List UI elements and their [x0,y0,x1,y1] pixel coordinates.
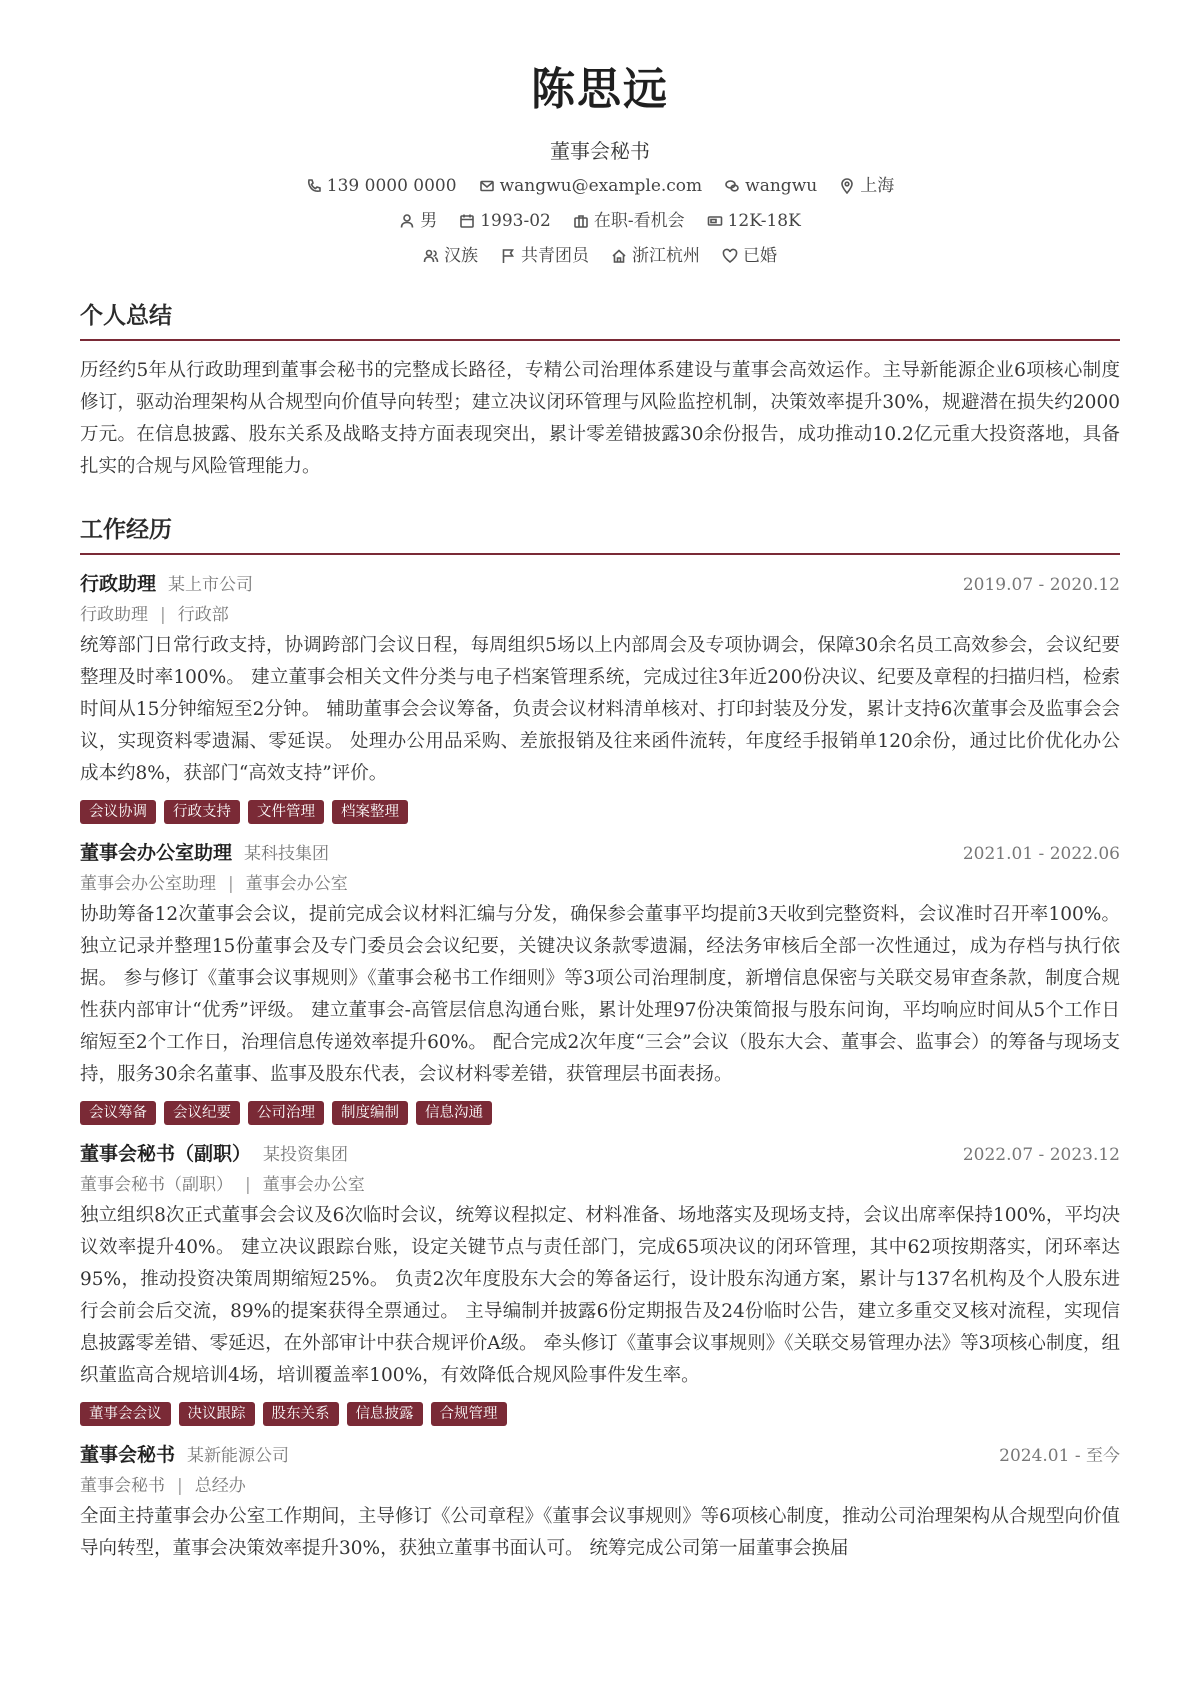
home-icon [611,248,627,264]
job-company: 某科技集团 [244,844,330,864]
money-icon [707,213,723,229]
skill-tag: 会议纪要 [164,1101,240,1125]
skill-tag: 信息沟通 [416,1101,492,1125]
gender-info: 男 [399,208,437,234]
summary-section-header [80,301,1120,341]
skill-tags [80,800,1120,824]
job-company: 某投资集团 [263,1145,349,1165]
skill-tag: 公司治理 [248,1101,324,1125]
skill-tag: 行政支持 [164,800,240,824]
job-date: 2022.07 - 2023.12 [962,1145,1120,1165]
skill-tags [80,1101,1120,1125]
calendar-icon [459,213,475,229]
job-department: 行政部 [177,605,229,625]
job-subtitle [80,600,1120,630]
heart-icon [722,248,738,264]
wechat-info: wangwu [724,173,817,199]
job-date: 2024.01 - 至今 [999,1446,1120,1466]
skill-tag: 股东关系 [263,1402,339,1426]
job-description: 独立组织8次正式董事会会议及6次临时会议，统筹议程拟定、材料准备、场地落实及现场支持，会议出席率保持100%，平均决议效率提升40%。 建立决议跟踪台账，设定关键节点与责任部门，完成65项决议的闭环管理，其中62项按期落实，闭环率达95%，推动投资决策周期缩短25%。 负责2次年度股东大会的筹备运行，设计股东沟通方案，累计与137名机构及个人股东进行会前会后交流，89%的提案获得全票通过。 主导编制并披露6份定期报告及24份临时公告，建立多重交叉核对流程，实现信息披露零差错、零延迟，在外部审计中获合规评价A级。 牵头修订《董事会议事规则》《关联交易管理办法》等3项核心制度，组织董监高合规培训4场，培训覆盖率100%，有效降低合规风险事件发生率。 [80,1205,1120,1386]
ethnicity-info: 汉族 [423,243,478,269]
background-row [0,243,1200,269]
job-date: 2021.01 - 2022.06 [962,844,1120,864]
salary-info: 12K-18K [707,208,801,234]
section-title-summary: 个人总结 [80,302,172,329]
people-icon [423,248,439,264]
job-subtitle [80,1170,1120,1200]
job-department: 董事会办公室 [262,1175,365,1195]
personal-row [0,208,1200,234]
marital-info: 已婚 [722,243,777,269]
phone-info: 139 0000 0000 [306,173,457,199]
job-description: 协助筹备12次董事会会议，提前完成会议材料汇编与分发，确保参会董事平均提前3天收到完整资料，会议准时召开率100%。 独立记录并整理15份董事会及专门委员会会议纪要，关键决议条款零遗漏，经法务审核后全部一次性通过，成为存档与执行依据。 参与修订《董事会议事规则》《董事会秘书工作细则》等3项公司治理制度，新增信息保密与关联交易审查条款，制度合规性获内部审计“优秀”评级。 建立董事会-高管层信息沟通台账，累计处理97份决策简报与股东问询，平均响应时间从5个工作日缩短至2个工作日，治理信息传递效率提升60%。 配合完成2次年度“三会”会议（股东大会、董事会、监事会）的筹备与现场支持，服务30余名董事、监事及股东代表，会议材料零差错，获管理层书面表扬。 [80,904,1120,1085]
job-entry [80,569,1120,824]
status-info: 在职-看机会 [573,208,685,234]
skill-tag: 董事会会议 [80,1402,171,1426]
resume-body [0,301,1200,1565]
job-role: 董事会秘书（副职） [80,1143,252,1165]
experience-section-header [80,515,1120,555]
job-entry [80,838,1120,1125]
job-position: 董事会秘书 [80,1476,165,1496]
divider: | [245,1175,251,1195]
job-entry [80,1139,1120,1426]
birth-info: 1993-02 [459,208,551,234]
divider: | [160,605,166,625]
job-subtitle [80,1471,1120,1501]
contact-row [0,173,1200,199]
divider: | [177,1476,183,1496]
job-company: 某上市公司 [168,575,254,595]
resume-header [0,0,1200,269]
job-role: 董事会秘书 [80,1444,176,1466]
skill-tag: 决议跟踪 [179,1402,255,1426]
divider: | [228,874,234,894]
mail-icon [479,178,495,194]
job-role: 行政助理 [80,573,157,595]
location-icon [839,178,855,194]
summary-text: 历经约5年从行政助理到董事会秘书的完整成长路径，专精公司治理体系建设与董事会高效运作。主导新能源企业6项核心制度修订，驱动治理架构从合规型向价值导向转型；建立决议闭环管理与风险监控机制，决策效率提升30%，规避潜在损失约2000万元。在信息披露、股东关系及战略支持方面表现突出，累计零差错披露30余份报告，成功推动10.2亿元重大投资落地，具备扎实的合规与风险管理能力。 [80,360,1120,477]
user-icon [399,213,415,229]
job-company: 某新能源公司 [187,1446,290,1466]
skill-tag: 会议筹备 [80,1101,156,1125]
section-title-experience: 工作经历 [80,516,172,543]
job-subtitle [80,869,1120,899]
skill-tag: 信息披露 [347,1402,423,1426]
candidate-name: 陈思远 [531,64,669,115]
flag-icon [500,248,516,264]
job-role: 董事会办公室助理 [80,842,233,864]
job-department: 董事会办公室 [245,874,348,894]
email-info: wangwu@example.com [479,173,703,199]
briefcase-icon [573,213,589,229]
skill-tag: 制度编制 [332,1101,408,1125]
hometown-info: 浙江杭州 [611,243,700,269]
job-date: 2019.07 - 2020.12 [962,575,1120,595]
skill-tag: 会议协调 [80,800,156,824]
job-description: 统筹部门日常行政支持，协调跨部门会议日程，每周组织5场以上内部周会及专项协调会，保障30余名员工高效参会，会议纪要整理及时率100%。 建立董事会相关文件分类与电子档案管理系统，完成过往3年近200份决议、纪要及章程的扫描归档，检索时间从15分钟缩短至2分钟。 辅助董事会会议筹备，负责会议材料清单核对、打印封装及分发，累计支持6次董事会及监事会会议，实现资料零遗漏、零延误。 处理办公用品采购、差旅报销及往来函件流转，年度经手报销单120余份，通过比价优化办公成本约8%，获部门“高效支持”评价。 [80,635,1120,784]
wechat-icon [724,178,740,194]
job-position: 董事会办公室助理 [80,874,216,894]
skill-tag: 文件管理 [248,800,324,824]
candidate-title: 董事会秘书 [550,139,650,163]
skill-tag: 档案整理 [332,800,408,824]
phone-icon [306,178,322,194]
location-info: 上海 [839,173,894,199]
job-department: 总经办 [194,1476,246,1496]
political-info: 共青团员 [500,243,589,269]
skill-tag: 合规管理 [431,1402,507,1426]
job-position: 行政助理 [80,605,148,625]
job-entry [80,1440,1120,1565]
job-position: 董事会秘书（副职） [80,1175,233,1195]
skill-tags [80,1402,1120,1426]
job-description: 全面主持董事会办公室工作期间，主导修订《公司章程》《董事会议事规则》等6项核心制度，推动公司治理架构从合规型向价值导向转型，董事会决策效率提升30%，获独立董事书面认可。 统筹完成公司第一届董事会换届 [80,1506,1120,1559]
